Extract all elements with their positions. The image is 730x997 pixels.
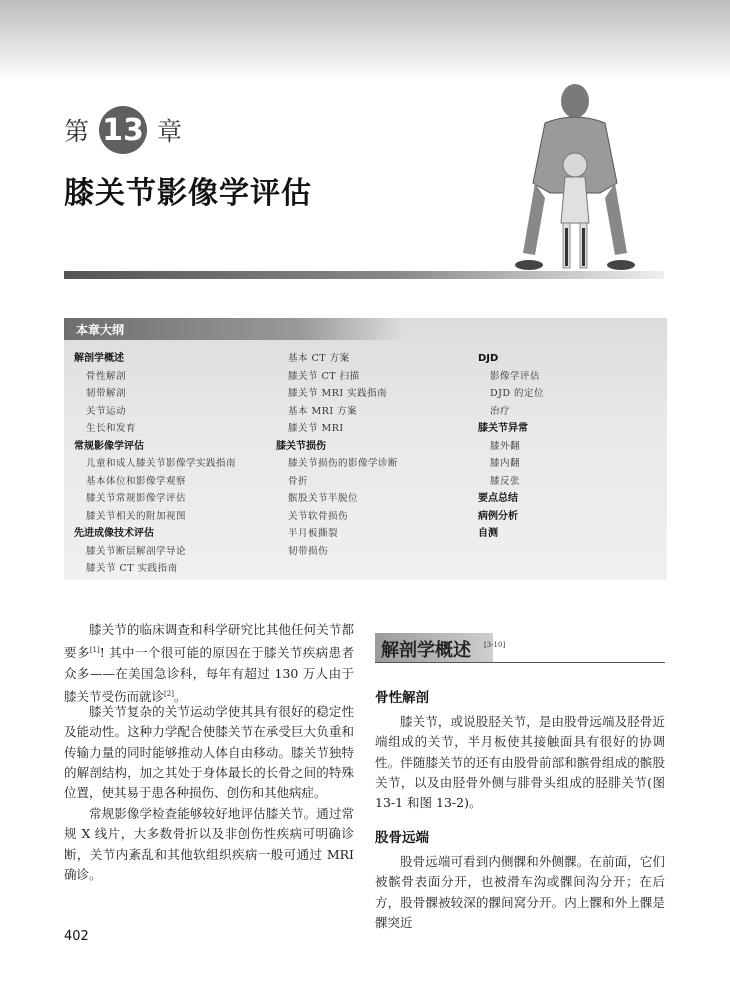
outline-heading: 常规影像学评估: [74, 440, 144, 452]
outline-item: 髌股关节半脱位: [288, 493, 359, 504]
outline-item: 生长和发育: [86, 423, 137, 434]
outline-item: 膝关节 MRI: [288, 423, 344, 434]
outline-item: 膝关节 CT 实践指南: [86, 563, 178, 574]
outline-item: 膝内翻: [490, 458, 521, 469]
outline-heading: 解剖学概述: [74, 353, 124, 364]
section-ref: [3-10]: [484, 641, 506, 649]
anatomy-paragraph-2: 股骨远端可看到内侧髁和外侧髁。在前面，它们被髌骨表面分开，也被滑车沟或髁间沟分开；在后方，股骨髁被较深的髁间窝分开。内上髁和外上髁是髁突近: [375, 854, 665, 930]
chapter-prefix: 第: [64, 117, 90, 146]
outline-heading: 膝关节异常: [478, 423, 528, 434]
intro-paragraph-3: 常规影像学检查能够较好地评估膝关节。通过常规 X 线片，大多数骨折以及非创伤性疾病可明确诊断，关节内紊乱和其他软组织疾病一般可通过 MRI 确诊。: [64, 806, 354, 882]
outline-item: 基本 MRI 方案: [288, 405, 358, 417]
man-and-child-illustration: [505, 73, 645, 285]
outline-header-bar: [64, 318, 404, 340]
outline-item: 影像学评估: [490, 370, 541, 382]
chapter-number-badge: 13: [99, 106, 147, 154]
intro-paragraph-1: 膝关节的临床调查和科学研究比其他任何关节都要多[1]! 其中一个很可能的原因在于膝关节疾病患者众多——在美国急诊科，每年有超过 130 万人由于膝关节受伤而就诊[2]。: [64, 622, 354, 705]
outline-item: DJD 的定位: [490, 388, 545, 399]
section-title: 解剖学概述: [381, 640, 471, 661]
outline-item: 儿童和成人膝关节影像学实践指南: [86, 458, 237, 469]
section-title-block: [375, 633, 665, 663]
outline-column-1: [74, 350, 236, 578]
outline-item: 韧带解剖: [86, 388, 127, 399]
outline-item: 基本 CT 方案: [288, 353, 350, 364]
chapter-title: 膝关节影像学评估: [64, 176, 312, 211]
outline-item: 基本体位和影像学观察: [86, 475, 187, 487]
outline-item: 膝关节 CT 扫描: [288, 370, 360, 382]
outline-item: 膝反张: [490, 475, 521, 487]
chapter-suffix: 章: [157, 117, 183, 146]
outline-item: 膝外翻: [490, 440, 521, 452]
outline-item: 治疗: [490, 405, 511, 417]
intro-paragraph-2: 膝关节复杂的关节运动学使其具有很好的稳定性及能动性。这种力学配合使膝关节在承受巨大负重和传输力量的同时能够推动人体自由移动。膝关节独特的解剖结构，加之其处于身体最长的长骨之间的特殊位置，使其易于患各种损伤、创伤和其他病症。: [64, 704, 354, 801]
outline-item: 膝关节相关的附加视图: [86, 510, 187, 522]
header-gradient-band: [0, 0, 730, 80]
subsection-title-bony-anatomy: 骨性解剖: [375, 690, 429, 706]
outline-item: 骨性解剖: [86, 370, 127, 382]
outline-item: 半月板撕裂: [288, 528, 339, 539]
outline-item: 膝关节常规影像学评估: [86, 493, 187, 504]
outline-heading: 病例分析: [478, 510, 518, 522]
outline-header: 本章大纲: [76, 323, 125, 337]
title-underline-bar: [64, 271, 664, 279]
subsection-title-distal-femur: 股骨远端: [375, 830, 429, 846]
outline-heading: 膝关节损伤: [276, 440, 326, 452]
chapter-outline-box: [64, 318, 667, 580]
page-number: 402: [64, 929, 89, 944]
outline-heading: 要点总结: [478, 493, 518, 504]
outline-item: 膝关节断层解剖学导论: [86, 545, 187, 557]
outline-item: 韧带损伤: [288, 545, 329, 557]
outline-item: 膝关节损伤的影像学诊断: [288, 458, 399, 469]
chapter-label: [64, 106, 182, 154]
outline-item: 关节软骨损伤: [288, 510, 349, 522]
outline-column-3: [478, 350, 544, 543]
outline-item: 关节运动: [86, 405, 127, 417]
outline-item: 膝关节 MRI 实践指南: [288, 388, 388, 399]
anatomy-paragraph-1: 膝关节，或说股胫关节，是由股骨远端及胫骨近端组成的关节，半月板使其接触面具有很好的协调性。伴随膝关节的还有由股骨前部和髌骨组成的髌股关节，以及由胫骨外侧与腓骨头组成的胫腓关节(图 13-1 和图 13-2)。: [375, 714, 665, 811]
outline-heading: 自测: [478, 528, 498, 539]
outline-heading: DJD: [478, 353, 499, 364]
outline-item: 骨折: [288, 475, 309, 487]
outline-column-2: [276, 350, 398, 560]
outline-heading: 先进成像技术评估: [74, 528, 154, 539]
